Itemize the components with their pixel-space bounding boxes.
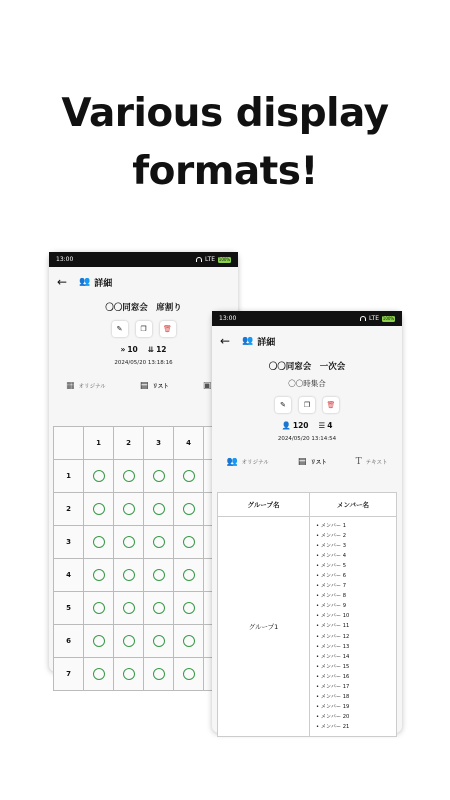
seat-cell[interactable]: [84, 625, 114, 658]
empty-seat-icon: [123, 470, 135, 482]
empty-seat-icon: [123, 569, 135, 581]
empty-seat-icon: [93, 503, 105, 515]
member-list-item: • メンバー 5: [316, 561, 396, 571]
seat-cell[interactable]: [174, 559, 204, 592]
member-list-item: • メンバー 15: [316, 662, 396, 672]
tab-original[interactable]: [226, 457, 268, 467]
person-icon: 👤: [281, 421, 291, 430]
row-header: 4: [54, 559, 84, 592]
seat-cell[interactable]: [144, 658, 174, 691]
column-header-group: グループ名: [218, 493, 310, 517]
member-list-item: • メンバー 19: [316, 702, 396, 712]
empty-seat-icon: [183, 503, 195, 515]
headline-line-2: formats!: [132, 149, 318, 194]
empty-seat-icon: [123, 602, 135, 614]
table-icon: ▤: [139, 381, 149, 391]
app-bar: [49, 267, 238, 297]
arrow-left-icon[interactable]: ←: [220, 334, 231, 348]
action-buttons: [212, 397, 402, 413]
columns-icon: »: [120, 345, 126, 354]
grid-row: [54, 559, 234, 592]
text-icon: T: [355, 457, 362, 467]
group-name-cell: グループ1: [218, 517, 310, 737]
row-count: 12: [156, 345, 167, 354]
empty-seat-icon: [153, 635, 165, 647]
event-subtitle: 〇〇時集合: [288, 379, 326, 388]
empty-seat-icon: [183, 536, 195, 548]
tab-list[interactable]: [298, 457, 327, 467]
column-header-members: メンバー名: [310, 493, 397, 517]
seat-cell[interactable]: [144, 592, 174, 625]
seat-cell[interactable]: [84, 658, 114, 691]
wifi-icon: [360, 316, 366, 321]
member-list-item: • メンバー 16: [316, 672, 396, 682]
empty-seat-icon: [93, 470, 105, 482]
empty-seat-icon: [93, 536, 105, 548]
seat-cell[interactable]: [144, 625, 174, 658]
member-list-item: • メンバー 18: [316, 692, 396, 702]
seat-cell[interactable]: [144, 559, 174, 592]
member-list-item: • メンバー 12: [316, 632, 396, 642]
row-header: 6: [54, 625, 84, 658]
grid-row: [54, 592, 234, 625]
group-count: 4: [327, 421, 333, 430]
column-header: 2: [114, 427, 144, 460]
empty-seat-icon: [93, 569, 105, 581]
headline-line-1: Various display: [61, 91, 389, 136]
empty-seat-icon: [153, 536, 165, 548]
row-header: 2: [54, 493, 84, 526]
member-list-item: • メンバー 11: [316, 621, 396, 631]
empty-seat-icon: [153, 602, 165, 614]
empty-seat-icon: [183, 668, 195, 680]
seat-cell[interactable]: [144, 460, 174, 493]
seat-cell[interactable]: [174, 460, 204, 493]
empty-seat-icon: [123, 536, 135, 548]
table-icon: ▤: [297, 457, 307, 467]
table-row: [218, 517, 397, 737]
copy-button[interactable]: [299, 397, 315, 413]
empty-seat-icon: [153, 503, 165, 515]
delete-button[interactable]: [323, 397, 339, 413]
column-header: 3: [144, 427, 174, 460]
seat-cell[interactable]: [84, 526, 114, 559]
group-stats: [212, 421, 402, 430]
page-title: 詳細: [257, 337, 276, 348]
empty-seat-icon: [153, 470, 165, 482]
tab-label: リスト: [310, 460, 327, 466]
member-list-item: • メンバー 14: [316, 652, 396, 662]
seat-cell[interactable]: [144, 493, 174, 526]
action-buttons: [49, 321, 238, 337]
status-bar: [49, 252, 238, 267]
empty-seat-icon: [123, 668, 135, 680]
display-mode-tabs: [49, 378, 238, 394]
tab-original[interactable]: [66, 381, 106, 391]
people-icon: 👥: [79, 277, 91, 287]
copy-icon: ❐: [140, 325, 147, 333]
member-list-item: • メンバー 6: [316, 571, 396, 581]
column-count: 10: [127, 345, 138, 354]
display-mode-tabs: [212, 454, 402, 470]
seat-cell[interactable]: [174, 592, 204, 625]
tab-text[interactable]: [356, 457, 388, 467]
seat-cell[interactable]: [114, 625, 144, 658]
grid-row: [54, 526, 234, 559]
status-bar: [212, 311, 402, 326]
row-header: 7: [54, 658, 84, 691]
status-time: 13:00: [56, 256, 74, 263]
grid-row: [54, 658, 234, 691]
member-list-item: • メンバー 13: [316, 642, 396, 652]
seat-cell[interactable]: [114, 658, 144, 691]
seat-cell[interactable]: [174, 526, 204, 559]
tab-list[interactable]: [140, 381, 169, 391]
seat-cell[interactable]: [84, 460, 114, 493]
app-bar: [212, 326, 402, 356]
member-list-item: • メンバー 20: [316, 712, 396, 722]
delete-button[interactable]: [160, 321, 176, 337]
tab-label: リスト: [152, 384, 169, 390]
empty-seat-icon: [93, 668, 105, 680]
trash-icon: 🗑: [326, 401, 336, 409]
empty-seat-icon: [123, 635, 135, 647]
members-cell: [310, 517, 397, 737]
timestamp: 2024/05/20 13:18:16: [114, 360, 173, 366]
status-time: 13:00: [219, 315, 237, 322]
seat-cell[interactable]: [114, 592, 144, 625]
tab-label: オリジナル: [78, 384, 106, 390]
member-list-item: • メンバー 9: [316, 601, 396, 611]
battery-icon: 100%: [218, 256, 231, 262]
network-label: LTE: [369, 315, 379, 322]
tab-label: テキスト: [365, 460, 388, 466]
event-name: 〇〇同窓会 一次会: [268, 362, 346, 372]
member-list-item: • メンバー 8: [316, 591, 396, 601]
event-name: 〇〇同窓会 席割り: [105, 303, 182, 313]
empty-seat-icon: [123, 503, 135, 515]
seat-grid: [53, 426, 234, 691]
seat-cell[interactable]: [114, 493, 144, 526]
row-header: 3: [54, 526, 84, 559]
timestamp: 2024/05/20 13:14:54: [277, 436, 337, 442]
member-list-item: • メンバー 4: [316, 551, 396, 561]
arrow-left-icon[interactable]: ←: [57, 275, 68, 289]
empty-seat-icon: [153, 569, 165, 581]
member-list-item: • メンバー 3: [316, 541, 396, 551]
column-header: 4: [174, 427, 204, 460]
grid-row: [54, 493, 234, 526]
seat-cell[interactable]: [174, 493, 204, 526]
seat-cell[interactable]: [84, 493, 114, 526]
row-header: 5: [54, 592, 84, 625]
copy-icon: ❐: [303, 401, 311, 409]
edit-button[interactable]: [275, 397, 291, 413]
grid-header-row: [54, 427, 234, 460]
table-header-row: [218, 493, 397, 517]
member-list-item: • メンバー 1: [316, 521, 396, 531]
seat-cell[interactable]: [84, 559, 114, 592]
grid-corner: [54, 427, 84, 460]
pencil-icon: ✎: [116, 325, 123, 333]
empty-seat-icon: [93, 602, 105, 614]
empty-seat-icon: [183, 470, 195, 482]
grid-icon: ▦: [66, 381, 75, 391]
people-icon: 👥: [242, 336, 254, 346]
seat-cell[interactable]: [114, 526, 144, 559]
row-header: 1: [54, 460, 84, 493]
people-icon: 👥: [226, 457, 238, 467]
grid-row: [54, 625, 234, 658]
member-list-item: • メンバー 10: [316, 611, 396, 621]
rows-icon: ⇊: [147, 345, 155, 354]
phone-screen-grid: [49, 252, 238, 678]
empty-seat-icon: [183, 569, 195, 581]
tab-label: オリジナル: [241, 460, 269, 466]
member-list-item: • メンバー 17: [316, 682, 396, 692]
seat-cell[interactable]: [144, 526, 174, 559]
seat-cell[interactable]: [114, 559, 144, 592]
seat-cell[interactable]: [174, 625, 204, 658]
seat-cell[interactable]: [174, 658, 204, 691]
image-icon: ▣: [202, 381, 212, 391]
empty-seat-icon: [153, 668, 165, 680]
member-list-item: • メンバー 2: [316, 531, 396, 541]
page-title: 詳細: [94, 278, 113, 289]
copy-button[interactable]: [136, 321, 152, 337]
member-list: [310, 517, 396, 736]
seat-cell[interactable]: [84, 592, 114, 625]
wifi-icon: [196, 257, 202, 262]
empty-seat-icon: [183, 635, 195, 647]
edit-button[interactable]: [112, 321, 128, 337]
trash-icon: 🗑: [163, 325, 172, 333]
group-list-table: [217, 492, 397, 737]
network-label: LTE: [205, 256, 215, 263]
pencil-icon: ✎: [280, 401, 286, 409]
member-list-item: • メンバー 21: [316, 722, 396, 732]
grid-row: [54, 460, 234, 493]
seat-cell[interactable]: [114, 460, 144, 493]
people-count: 120: [292, 421, 309, 430]
battery-icon: 100%: [382, 315, 395, 321]
column-header: 1: [84, 427, 114, 460]
layout-stats: [49, 345, 238, 354]
member-list-item: • メンバー 7: [316, 581, 396, 591]
phone-screen-list: [212, 311, 402, 733]
list-icon: ☰: [318, 421, 326, 430]
empty-seat-icon: [183, 602, 195, 614]
empty-seat-icon: [93, 635, 105, 647]
